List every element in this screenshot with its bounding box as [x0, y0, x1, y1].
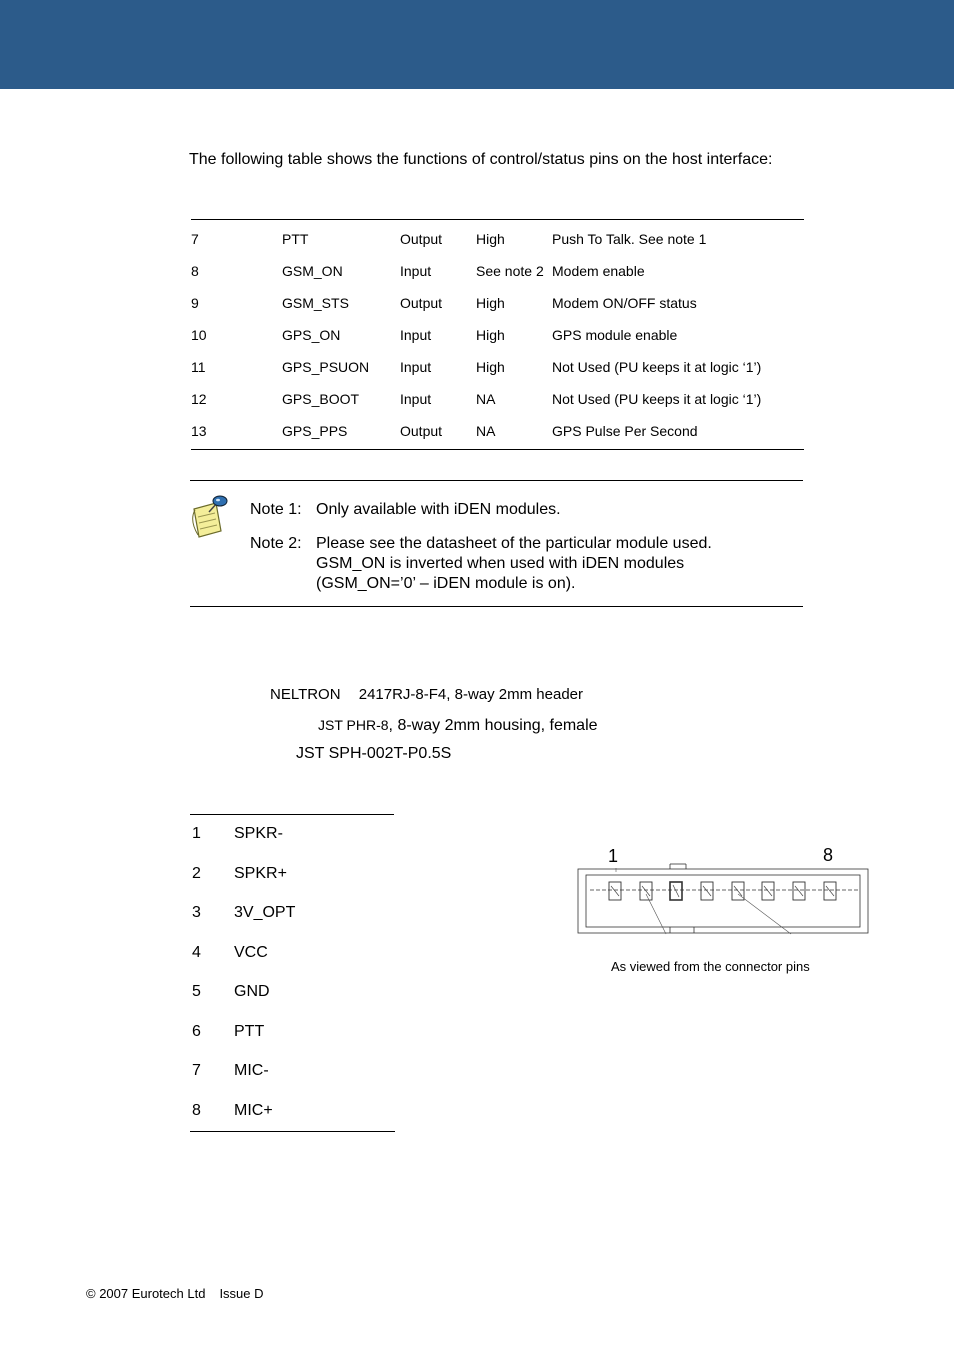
- table-bottom-rule: [191, 449, 804, 450]
- table-row: [192, 1100, 392, 1122]
- pin-number: 4: [192, 944, 201, 961]
- signal-name: SPKR-: [234, 825, 283, 842]
- active-level: High: [476, 359, 505, 375]
- pin-1-label: 1: [608, 846, 619, 866]
- pin-table-top-rule: [190, 814, 394, 815]
- table-row: [191, 293, 803, 313]
- pin-number: 5: [192, 983, 201, 1000]
- note-1-text: Only available with iDEN modules.: [316, 501, 561, 518]
- diagram-caption: As viewed from the connector pins: [611, 959, 810, 974]
- signal-name: GSM_ON: [282, 263, 343, 279]
- pin-description: Not Used (PU keeps it at logic ‘1’): [552, 359, 762, 375]
- signal-direction: Input: [400, 263, 432, 279]
- signal-direction: Output: [400, 231, 443, 247]
- table-row: [192, 863, 392, 885]
- pin-number: 1: [192, 825, 201, 842]
- signal-direction: Output: [400, 295, 443, 311]
- active-level: High: [476, 327, 505, 343]
- active-level: High: [476, 231, 505, 247]
- header-banner: [0, 0, 954, 89]
- table-row: [192, 902, 392, 924]
- connector-body: [578, 864, 868, 933]
- signal-name: SPKR+: [234, 865, 287, 882]
- crimp-part: JST SPH-002T-P0.5S: [296, 745, 452, 762]
- pin-8-label: 8: [823, 845, 834, 865]
- pin-number: 6: [192, 1023, 201, 1040]
- connector-diagram: [576, 842, 870, 938]
- table-row: [191, 389, 803, 409]
- header-part-line: [270, 685, 583, 705]
- signal-direction: Input: [400, 391, 432, 407]
- pin-number: 8: [191, 263, 199, 279]
- pin-number: 9: [191, 295, 199, 311]
- signal-name: PTT: [234, 1023, 265, 1040]
- signal-name: PTT: [282, 231, 309, 247]
- signal-name: GSM_STS: [282, 295, 349, 311]
- footer-issue: Issue D: [219, 1286, 264, 1301]
- table-row: [192, 1021, 392, 1043]
- table-row: [191, 325, 803, 345]
- table-row: [192, 942, 392, 964]
- note-2-line-3: (GSM_ON=’0’ – iDEN module is on).: [316, 575, 576, 592]
- pin-table-bottom-rule: [190, 1131, 395, 1132]
- pin-number: 12: [191, 391, 207, 407]
- table-row: [191, 229, 803, 249]
- pin-description: Not Used (PU keeps it at logic ‘1’): [552, 391, 762, 407]
- signal-name: GPS_PSUON: [282, 359, 370, 375]
- pin-description: GPS module enable: [552, 327, 678, 343]
- signal-name: GPS_ON: [282, 327, 341, 343]
- signal-name: GPS_PPS: [282, 423, 348, 439]
- header-maker: NELTRON: [270, 686, 341, 703]
- signal-name: 3V_OPT: [234, 904, 296, 921]
- active-level: See note 2: [476, 263, 544, 279]
- pin-number: 8: [192, 1102, 201, 1119]
- pin-description: GPS Pulse Per Second: [552, 423, 698, 439]
- table-row: [192, 823, 392, 845]
- note-2-line-2: GSM_ON is inverted when used with iDEN modules: [316, 555, 685, 572]
- table-row: [191, 421, 803, 441]
- pin-number: 2: [192, 865, 201, 882]
- signal-name: GND: [234, 983, 270, 1000]
- signal-name: GPS_BOOT: [282, 391, 360, 407]
- housing-desc: , 8-way 2mm housing, female: [388, 717, 598, 734]
- pin-number: 3: [192, 904, 201, 921]
- active-level: NA: [476, 391, 496, 407]
- signal-name: MIC+: [234, 1102, 273, 1119]
- note-top-rule: [190, 480, 803, 481]
- note-pin-icon: [189, 495, 231, 539]
- pin-description: Modem enable: [552, 263, 645, 279]
- table-top-rule: [191, 219, 804, 220]
- table-row: [191, 261, 803, 281]
- table-row: [191, 357, 803, 377]
- page-footer: [86, 1285, 278, 1303]
- signal-direction: Input: [400, 327, 432, 343]
- pin-number: 11: [191, 359, 206, 375]
- table-row: [192, 981, 392, 1003]
- note-2-label: Note 2:: [250, 535, 302, 552]
- active-level: NA: [476, 423, 496, 439]
- table-row: [192, 1060, 392, 1082]
- pin-description: Push To Talk. See note 1: [552, 231, 707, 247]
- pin-description: Modem ON/OFF status: [552, 295, 697, 311]
- pin-hatching: [611, 885, 834, 897]
- housing-part: JST PHR-8: [318, 717, 389, 733]
- leader-lines: [616, 868, 791, 934]
- pin-number: 13: [191, 423, 207, 439]
- pin-contacts: [609, 882, 836, 900]
- pin-number: 7: [192, 1062, 201, 1079]
- note-2-line-1: Please see the datasheet of the particular module used.: [316, 535, 712, 552]
- signal-name: MIC-: [234, 1062, 269, 1079]
- note-bottom-rule: [190, 606, 803, 607]
- active-level: High: [476, 295, 505, 311]
- signal-name: VCC: [234, 944, 268, 961]
- note-1-label: Note 1:: [250, 501, 302, 518]
- housing-part-line: [318, 715, 598, 736]
- footer-copyright: © 2007 Eurotech Ltd: [86, 1286, 206, 1301]
- pin-number: 10: [191, 327, 207, 343]
- pin-number: 7: [191, 231, 199, 247]
- intro-paragraph: The following table shows the functions of control/status pins on the host interface:: [189, 151, 773, 168]
- header-part: 2417RJ-8-F4, 8-way 2mm header: [358, 686, 583, 703]
- signal-direction: Output: [400, 423, 443, 439]
- signal-direction: Input: [400, 359, 432, 375]
